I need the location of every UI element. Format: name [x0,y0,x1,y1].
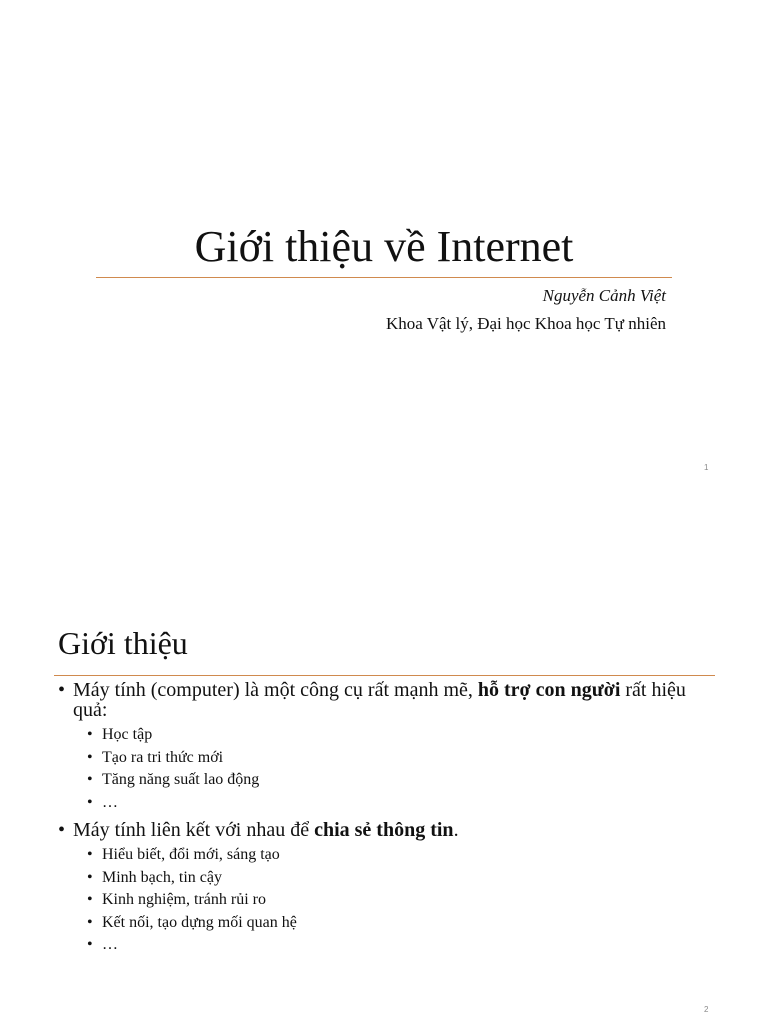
bullet-marker: • [87,771,93,788]
author-name: Nguyễn Cảnh Việt [542,286,666,305]
bullet-emphasis: hỗ trợ con người [477,679,621,701]
bullet-marker: • [87,846,93,863]
bullet-text: Máy tính liên kết với nhau để [73,819,315,841]
bullet-marker: • [87,891,93,908]
sub-bullet-text: Minh bạch, tin cậy [102,868,222,886]
sub-bullet-item [58,889,708,912]
bullet-text: . [453,819,459,841]
sub-bullet-item [58,792,708,815]
page-number: 1 [704,463,709,472]
sub-bullet-list [58,844,708,957]
slide-2 [0,512,768,1024]
sub-bullet-text: … [102,936,118,953]
sub-bullet-item [58,867,708,890]
bullet-text: rất hiệu quả: [73,679,686,721]
author-affiliation: Khoa Vật lý, Đại học Khoa học Tự nhiên [385,314,666,333]
sub-bullet-item [58,912,708,935]
sub-bullet-text: Kinh nghiệm, tránh rủi ro [102,891,266,908]
sub-bullet-item [58,769,708,792]
bullet-marker: • [87,868,93,886]
sub-bullet-text: Hiểu biết, đổi mới, sáng tạo [102,846,280,863]
bullet-marker: • [87,793,93,811]
bullet-item [58,820,708,840]
sub-bullet-list [58,724,708,814]
sub-bullet-item [58,844,708,867]
title-divider [96,277,672,278]
bullet-item [58,680,708,720]
sub-bullet-item [58,747,708,770]
sub-bullet-text: Tạo ra tri thức mới [102,748,224,766]
bullet-marker: • [87,748,93,766]
bullet-marker: • [87,726,93,743]
bullet-marker: • [87,913,93,931]
sub-bullet-text: Học tập [102,726,153,743]
bullet-marker: • [58,819,66,841]
bullet-emphasis: chia sẻ thông tin [314,819,454,841]
title-divider [54,675,715,676]
bullet-marker: • [87,936,93,953]
slide-title: Giới thiệu về Internet [194,222,574,271]
sub-bullet-item [58,724,708,747]
sub-bullet-item [58,934,708,957]
bullet-text: Máy tính (computer) là một công cụ rất mạnh mẽ, [73,679,478,701]
sub-bullet-text: … [102,793,118,811]
sub-bullet-text: Tăng năng suất lao động [102,771,260,788]
page-number: 2 [704,1005,709,1014]
slide-title: Giới thiệu [58,625,188,661]
bullet-marker: • [58,679,66,701]
sub-bullet-text: Kết nối, tạo dựng mối quan hệ [102,913,297,931]
bullet-list [58,680,708,963]
